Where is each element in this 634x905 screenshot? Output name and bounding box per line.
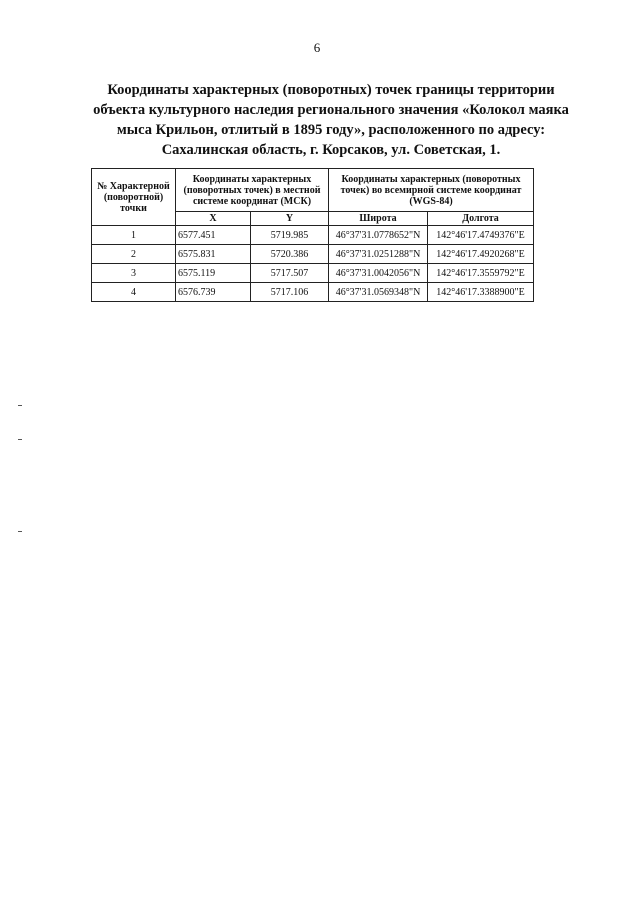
point-number-cell: 1 (92, 226, 176, 245)
column-header-point-number: № Характерной (поворотной) точки (92, 169, 176, 226)
scan-artifact-mark (18, 439, 22, 440)
y-cell: 5720.386 (251, 245, 329, 264)
table-row (92, 283, 534, 302)
y-cell: 5719.985 (251, 226, 329, 245)
y-cell: 5717.106 (251, 283, 329, 302)
table-row (92, 264, 534, 283)
heading-line: Координаты характерных (поворотных) точек границы территории (107, 82, 555, 98)
scan-artifact-mark (18, 405, 22, 406)
y-cell: 5717.507 (251, 264, 329, 283)
point-number-cell: 3 (92, 264, 176, 283)
heading-line: Сахалинская область, г. Корсаков, ул. Советская, 1. (161, 142, 501, 158)
point-number-cell: 4 (92, 283, 176, 302)
page-number: 6 (313, 40, 321, 55)
table-row (92, 226, 534, 245)
x-cell: 6575.831 (176, 245, 251, 264)
latitude-cell: 46°37'31.0042056"N (329, 264, 428, 283)
latitude-cell: 46°37'31.0569348"N (329, 283, 428, 302)
x-cell: 6576.739 (176, 283, 251, 302)
point-number-cell: 2 (92, 245, 176, 264)
column-header-longitude: Долгота (428, 212, 534, 226)
x-cell: 6575.119 (176, 264, 251, 283)
heading-line: мыса Крильон, отлитый в 1895 году», расположенного по адресу: (116, 122, 546, 138)
table-row (92, 245, 534, 264)
x-cell: 6577.451 (176, 226, 251, 245)
column-header-y: Y (251, 212, 329, 226)
heading-line: объекта культурного наследия регионального значения «Колокол маяка (93, 102, 569, 118)
column-header-latitude: Широта (329, 212, 428, 226)
scan-artifact-mark (18, 531, 22, 532)
latitude-cell: 46°37'31.0251288"N (329, 245, 428, 264)
column-group-wgs84: Координаты характерных (поворотных точек) во всемирной системе координат (WGS-84) (329, 169, 534, 212)
document-heading (88, 80, 574, 160)
column-header-x: X (176, 212, 251, 226)
column-group-msk: Координаты характерных (поворотных точек) в местной системе координат (МСК) (176, 169, 329, 212)
longitude-cell: 142°46'17.3388900"E (428, 283, 534, 302)
longitude-cell: 142°46'17.3559792"E (428, 264, 534, 283)
longitude-cell: 142°46'17.4749376"E (428, 226, 534, 245)
coordinates-table (91, 168, 534, 302)
longitude-cell: 142°46'17.4920268"E (428, 245, 534, 264)
latitude-cell: 46°37'31.0778652"N (329, 226, 428, 245)
